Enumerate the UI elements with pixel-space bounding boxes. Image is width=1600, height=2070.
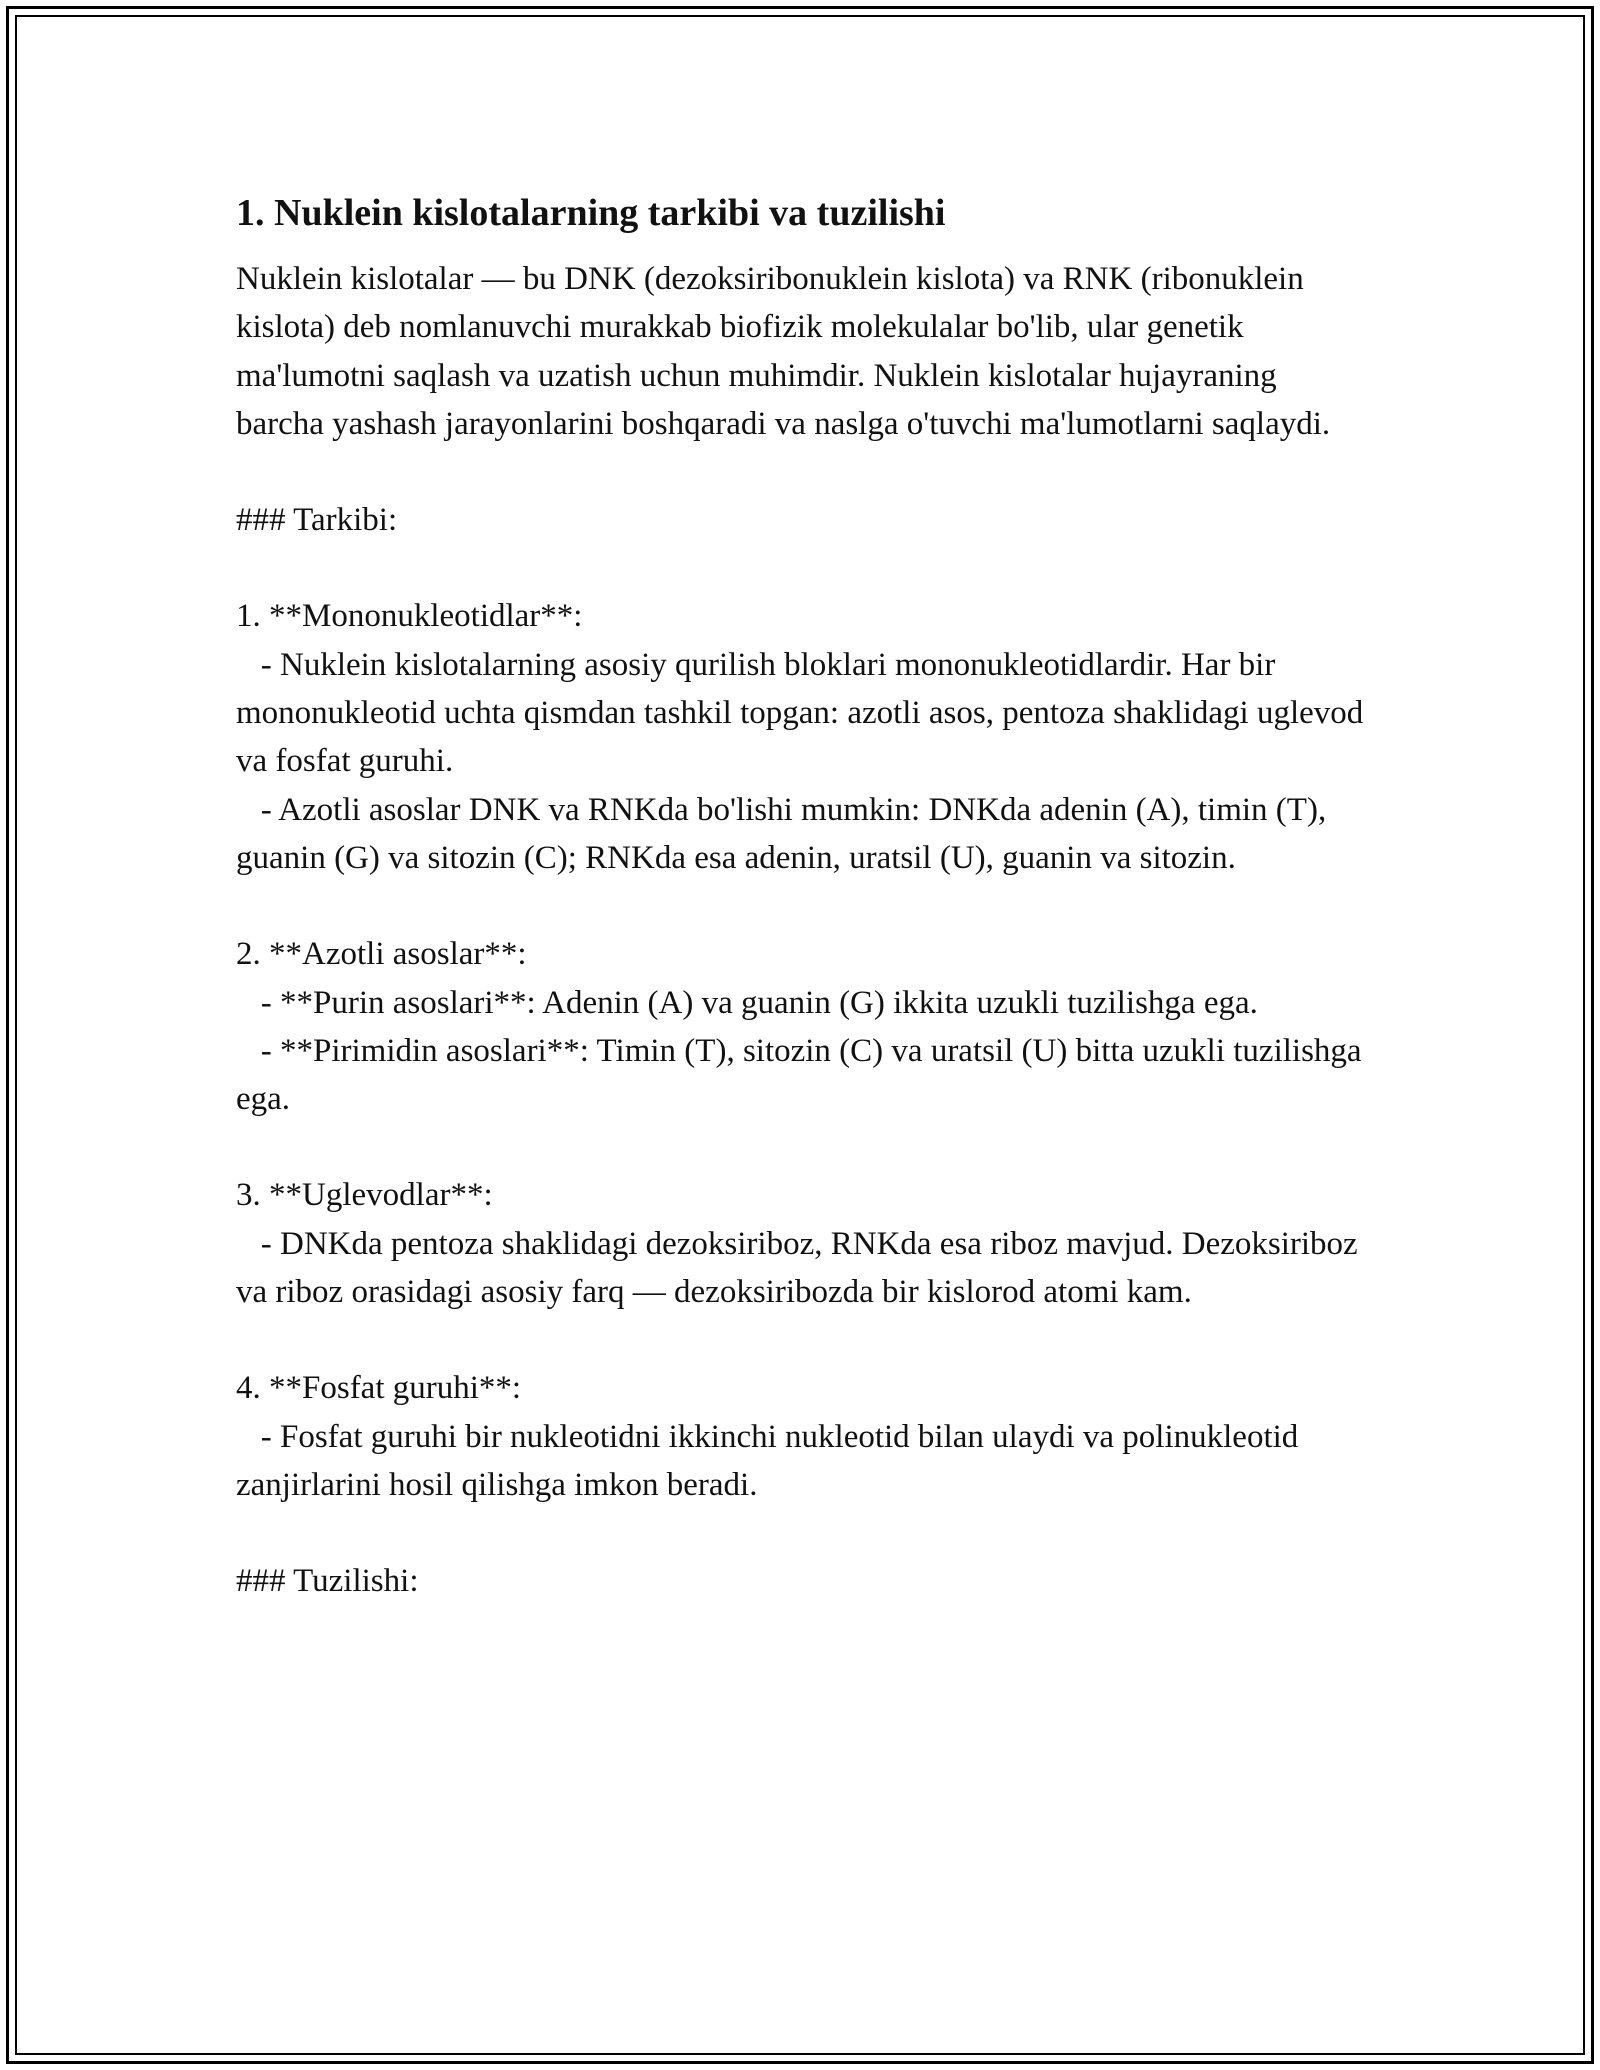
list-item-title: 4. **Fosfat guruhi**: <box>236 1370 522 1407</box>
list-item-title: 1. **Mononukleotidlar**: <box>236 598 583 635</box>
list-item-uglevodlar <box>236 1171 1372 1316</box>
list-item-title: 2. **Azotli asoslar**: <box>236 936 527 973</box>
document-title: 1. Nuklein kislotalarning tarkibi va tuzilishi <box>236 192 946 234</box>
list-bullet: - **Purin asoslari**: Adenin (A) va guanin (G) ikkita uzukli tuzilishga ega. <box>236 984 1258 1021</box>
list-bullet: - Fosfat guruhi bir nukleotidni ikkinchi nukleotid bilan ulaydi va polinukleotid zanjirlarini hosil qilishga imkon beradi. <box>236 1418 1307 1503</box>
list-item-title: 3. **Uglevodlar**: <box>236 1177 493 1214</box>
list-item-azotli-asoslar <box>236 930 1372 1123</box>
intro-paragraph: Nuklein kislotalar — bu DNK (dezoksiribonuklein kislota) va RNK (ribonuklein kislota) deb nomlanuvchi murakkab biofizik molekulalar bo'lib, ular genetik ma'lumotni saqlash va uzatish uchun muhimdir. Nuklein kislotalar hujayraning barcha yashash jarayonlarini boshqaradi va naslga o'tuvchi ma'lumotlarni saqlaydi. <box>236 261 1331 442</box>
list-bullet: - Azotli asoslar DNK va RNKda bo'lishi mumkin: DNKda adenin (A), timin (T), guanin (G) va sitozin (C); RNKda esa adenin, uratsil (U), guanin va sitozin. <box>236 791 1335 876</box>
list-bullet: - DNKda pentoza shaklidagi dezoksiriboz, RNKda esa riboz mavjud. Dezoksiriboz va riboz orasidagi asosiy farq — dezoksiribozda bir kislorod atomi kam. <box>236 1225 1366 1311</box>
heading-tuzilishi: ### Tuzilishi: <box>236 1563 419 1600</box>
document-body <box>236 185 1372 1606</box>
heading-tarkibi: ### Tarkibi: <box>236 502 398 539</box>
list-bullet: - Nuklein kislotalarning asosiy qurilish bloklari mononukleotidlardir. Har bir mononukleotid uchta qismdan tashkil topgan: azotli asos, pentoza shaklidagi uglevod va fosfat guruhi. <box>236 646 1372 780</box>
list-item-fosfat-guruhi <box>236 1364 1372 1509</box>
list-bullet: - **Pirimidin asoslari**: Timin (T), sitozin (C) va uratsil (U) bitta uzukli tuzilishga ega. <box>236 1032 1370 1118</box>
list-item-mononukleotidlar <box>236 592 1372 882</box>
